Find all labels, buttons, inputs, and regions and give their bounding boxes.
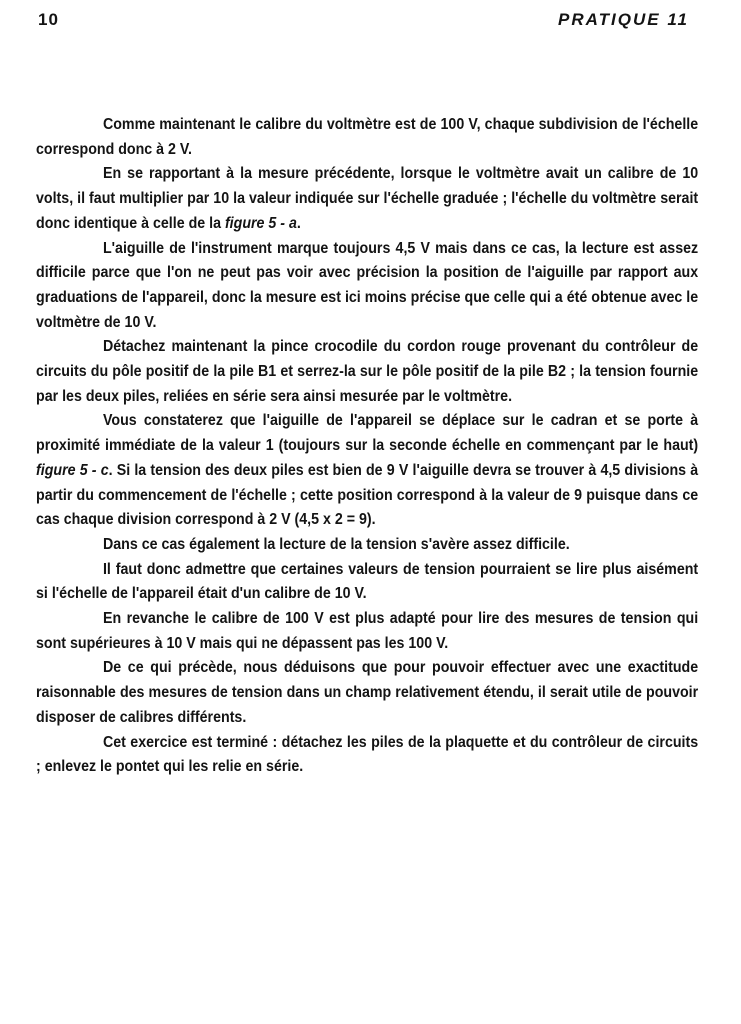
figure-reference: figure 5 - a <box>224 214 297 232</box>
body-text <box>36 113 698 780</box>
paragraph-4: Détachez maintenant la pince crocodile du cordon rouge provenant du contrôleur de circuits du pôle positif de la pile B1 et serrez-la sur le pôle positif de la pile B2 ; la tension fournie par les deux piles, reliées en série sera ainsi mesurée par le voltmètre. <box>36 338 699 405</box>
figure-reference: figure 5 - c <box>36 461 109 479</box>
paragraph-5-text: Vous constaterez que l'aiguille de l'appareil se déplace sur le cadran et se porte à proximité immédiate de la valeur 1 (toujours sur la seconde échelle en commençant par le haut) <box>36 412 699 455</box>
paragraph-2-text: En se rapportant à la mesure précédente, lorsque le voltmètre avait un calibre de 10 volts, il faut multiplier par 10 la valeur indiquée sur l'échelle graduée ; l'échelle du voltmètre serait donc identique à celle de la <box>36 165 699 232</box>
paragraph-2 <box>36 162 698 236</box>
paragraph-9: De ce qui précède, nous déduisons que pour pouvoir effectuer avec une exactitude raisonnable des mesures de tension dans un champ relativement étendu, il serait utile de pouvoir disposer de calibres différents. <box>36 659 699 726</box>
page-header <box>38 10 689 34</box>
paragraph-2-end: . <box>296 214 301 232</box>
paragraph-5 <box>36 409 698 533</box>
page-number: 10 <box>38 10 59 29</box>
paragraph-10: Cet exercice est terminé : détachez les piles de la plaquette et du contrôleur de circuits ; enlevez le pontet qui les relie en série. <box>36 733 699 776</box>
paragraph-6: Dans ce cas également la lecture de la tension s'avère assez difficile. <box>102 535 570 553</box>
paragraph-7: Il faut donc admettre que certaines valeurs de tension pourraient se lire plus aisément si l'échelle de l'appareil était d'un calibre de 10 V. <box>36 560 699 603</box>
running-title: PRATIQUE 11 <box>558 10 689 29</box>
paragraph-1: Comme maintenant le calibre du voltmètre est de 100 V, chaque subdivision de l'échelle correspond donc à 2 V. <box>36 116 699 158</box>
paragraph-8: En revanche le calibre de 100 V est plus adapté pour lire des mesures de tension qui sont supérieures à 10 V mais qui ne dépassent pas les 100 V. <box>36 610 699 652</box>
paragraph-5-end: . Si la tension des deux piles est bien de 9 V l'aiguille devra se trouver à 4,5 divisions à partir du commencement de l'échelle ; cette position correspond à la valeur de 9 puisque dans ce cas chaque division correspond à 2 V (4,5 x 2 = 9). <box>36 461 699 529</box>
paragraph-3: L'aiguille de l'instrument marque toujours 4,5 V mais dans ce cas, la lecture est assez difficile parce que l'on ne peut pas voir avec précision la position de l'aiguille par rapport aux graduations de l'appareil, donc la mesure est ici moins précise que celle qui a été obtenue avec le voltmètre de 10 V. <box>36 239 699 331</box>
